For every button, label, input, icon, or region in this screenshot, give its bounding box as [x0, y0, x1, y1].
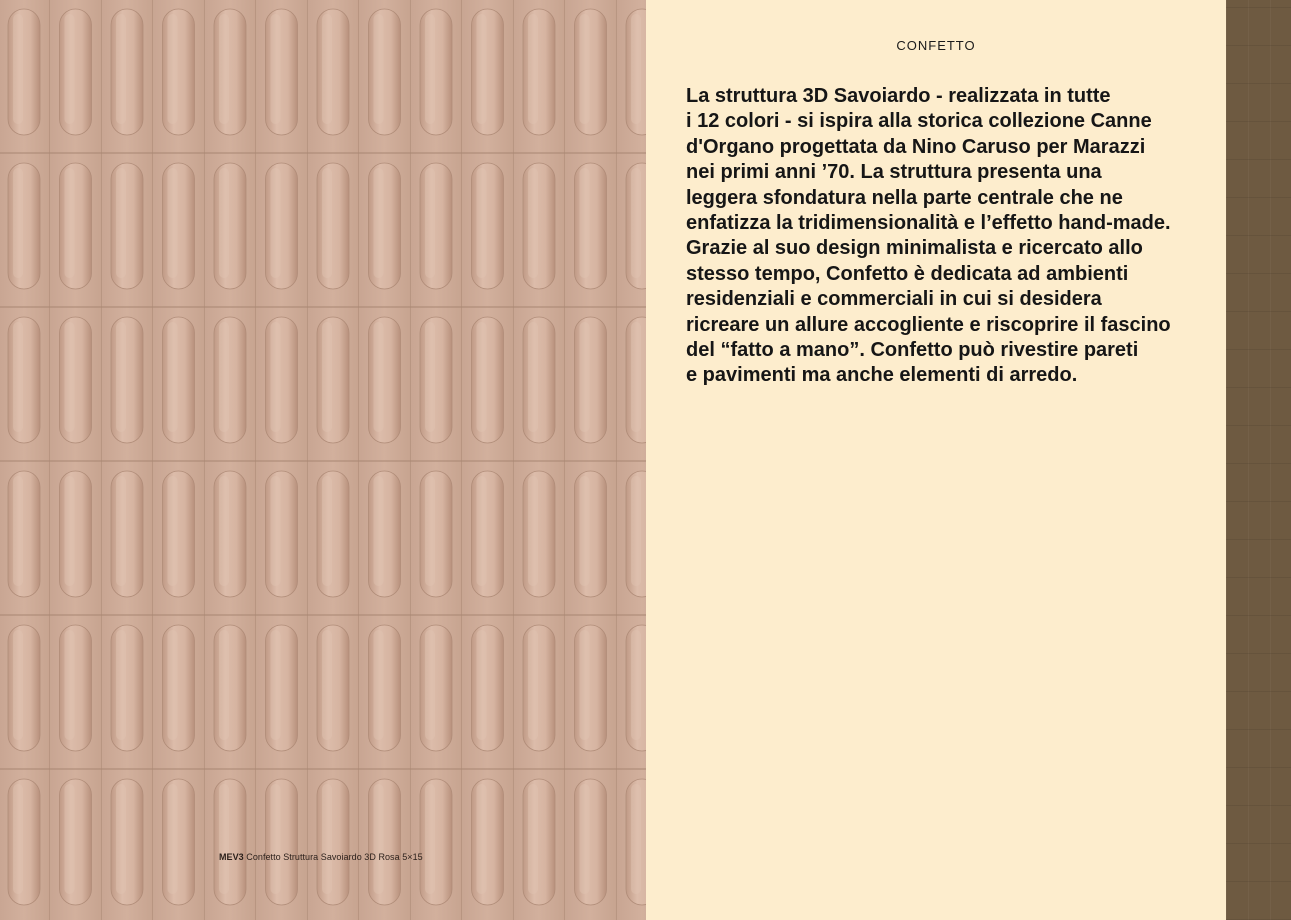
body-line: enfatizza la tridimensionalità e l’effetto hand-made.: [686, 212, 1171, 235]
body-line: stesso tempo, Confetto è dedicata ad ambienti: [686, 262, 1129, 285]
body-line: residenziali e commerciali in cui si desidera: [686, 288, 1102, 311]
photo-caption: [219, 852, 423, 862]
caption-code: MEV3: [219, 852, 244, 862]
text-page: [646, 0, 1226, 920]
body-paragraph: [686, 84, 1206, 389]
body-line: i 12 colori - si ispira alla storica collezione Canne: [686, 110, 1152, 133]
next-page-edge: [1226, 0, 1291, 920]
body-line: ricreare un allure accogliente e riscoprire il fascino: [686, 313, 1171, 336]
caption-text: Confetto Struttura Savoiardo 3D Rosa 5×15: [246, 852, 423, 862]
body-line: del “fatto a mano”. Confetto può rivestire pareti: [686, 339, 1139, 362]
section-label: CONFETTO: [896, 38, 976, 53]
body-line: leggera sfondatura nella parte centrale che ne: [686, 186, 1123, 209]
body-line: La struttura 3D Savoiardo - realizzata in tutte: [686, 85, 1111, 107]
body-line: nei primi anni ’70. La struttura presenta una: [686, 161, 1102, 184]
body-line: e pavimenti ma anche elementi di arredo.: [686, 364, 1078, 387]
body-line: Grazie al suo design minimalista e ricercato allo: [686, 237, 1143, 260]
body-line: d'Organo progettata da Nino Caruso per Marazzi: [686, 135, 1146, 158]
